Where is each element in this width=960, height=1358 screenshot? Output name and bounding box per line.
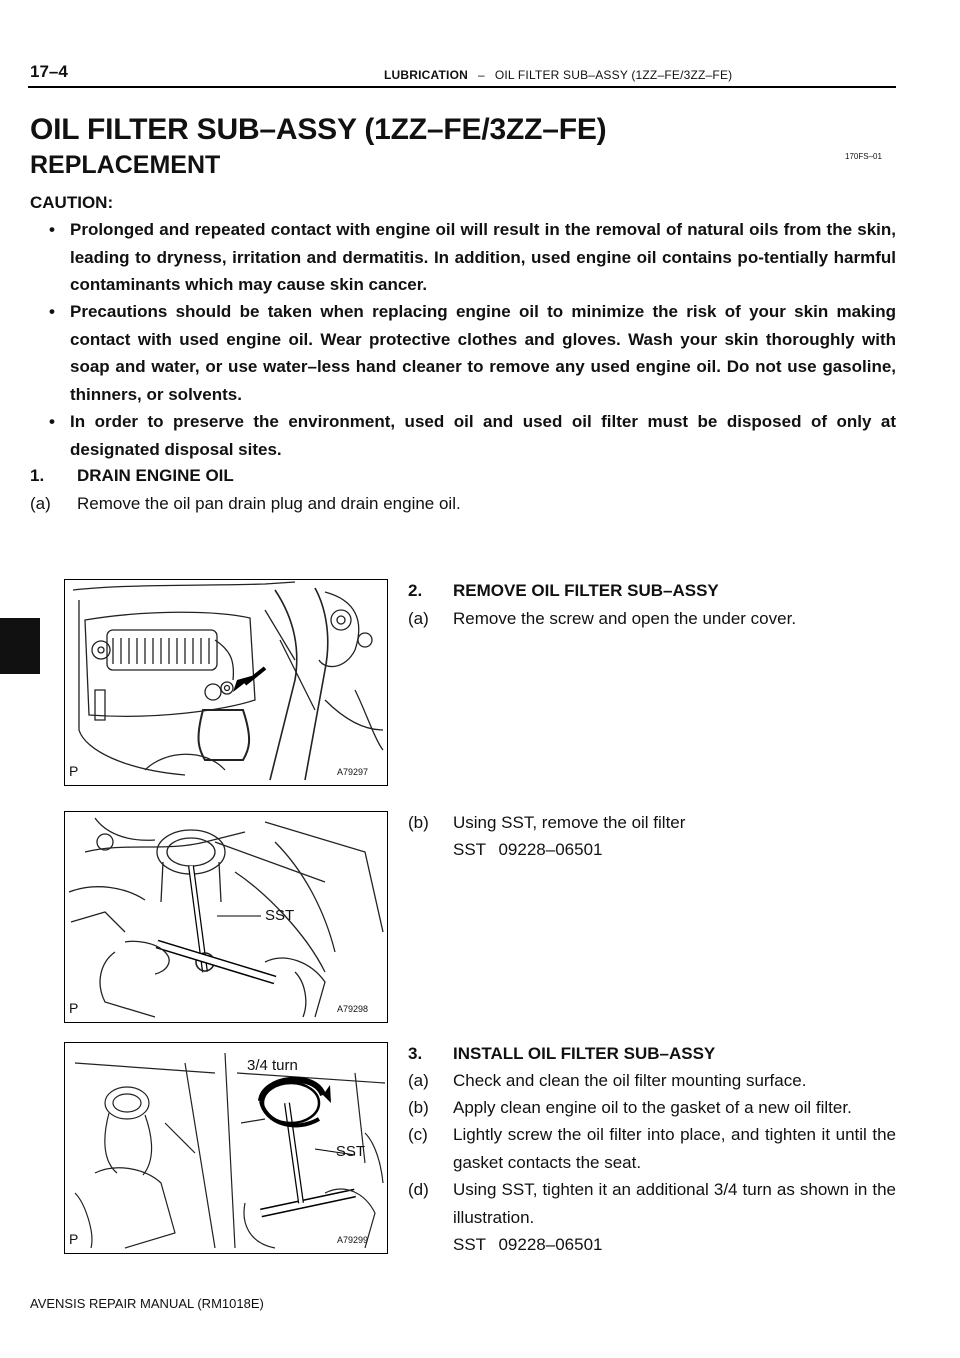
step-1a: [30, 490, 890, 518]
step-heading: REMOVE OIL FILTER SUB–ASSY: [453, 581, 719, 600]
page-subtitle: REPLACEMENT: [30, 151, 221, 179]
step-2b: [408, 809, 896, 837]
figure-id: A79299: [337, 1235, 369, 1245]
step-3-heading: [408, 1040, 896, 1068]
step-3b: [408, 1094, 896, 1122]
header-rule: [28, 86, 896, 88]
step-heading: DRAIN ENGINE OIL: [77, 466, 234, 485]
step-3-sst: [408, 1231, 896, 1259]
substep-text: Lightly screw the oil filter into place, and tighten it until the gasket contacts the seat.: [453, 1125, 896, 1172]
figure-callout-sst: SST: [265, 907, 295, 924]
step-3a: [408, 1067, 896, 1095]
bullet-icon: •: [49, 302, 55, 321]
substep-label: (a): [408, 1071, 429, 1090]
substep-text: Check and clean the oil filter mounting surface.: [453, 1071, 807, 1090]
caution-item-text: In order to preserve the environment, used oil and used oil filter must be disposed of only at designated disposal sites.: [70, 412, 896, 459]
bullet-icon: •: [49, 412, 55, 431]
header-section: LUBRICATION: [384, 68, 468, 82]
chapter-tab-marker: [0, 618, 40, 674]
sst-number: SST 09228–06501: [453, 840, 603, 859]
step-number: 1.: [30, 466, 45, 485]
figure-id: A79298: [337, 1004, 369, 1014]
bullet-icon: •: [49, 220, 55, 239]
step-number: 3.: [408, 1044, 423, 1063]
page-number: 17–4: [30, 62, 68, 81]
substep-label: (c): [408, 1125, 428, 1144]
substep-text: Remove the oil pan drain plug and drain engine oil.: [77, 494, 461, 513]
substep-label: (d): [408, 1180, 429, 1199]
step-2b-sst: [408, 836, 896, 864]
substep-label: (a): [30, 494, 51, 513]
sst-number: SST 09228–06501: [453, 1235, 603, 1254]
caution-item: [49, 298, 896, 408]
figure-callout-turn: 3/4 turn: [247, 1057, 298, 1074]
step-1-heading: [30, 462, 890, 490]
page-title: OIL FILTER SUB–ASSY (1ZZ–FE/3ZZ–FE): [30, 113, 607, 146]
substep-text: Remove the screw and open the under cover.: [453, 609, 797, 628]
caution-item: [49, 216, 896, 299]
step-3d: [408, 1176, 896, 1232]
substep-label: (b): [408, 1098, 429, 1117]
caution-label: CAUTION:: [30, 193, 114, 212]
remove-filter-illustration: [65, 812, 387, 1022]
caution-item-text: Precautions should be taken when replacing engine oil to minimize the risk of your skin making contact with used engine oil. Wear protective clothes and gloves. Wash your skin thoroughly with soap and water, or use water–less hand cleaner to remove any used engine oil. Do not use gasoline, thinners, or solvents.: [70, 302, 896, 404]
figure-under-cover: [64, 579, 388, 786]
header-subsection: OIL FILTER SUB–ASSY (1ZZ–FE/3ZZ–FE): [494, 68, 733, 82]
figure-corner-mark: P: [69, 1000, 79, 1016]
caution-item: [49, 408, 896, 463]
figure-corner-mark: P: [69, 763, 79, 779]
step-3c: [408, 1121, 896, 1177]
document-code: 170FS–01: [845, 152, 882, 161]
step-heading: INSTALL OIL FILTER SUB–ASSY: [453, 1044, 716, 1063]
running-header: [384, 68, 732, 82]
substep-text: Using SST, tighten it an additional 3/4 turn as shown in the illustration.: [453, 1180, 896, 1227]
caution-item-text: Prolonged and repeated contact with engine oil will result in the removal of natural oils from the skin, leading to dryness, irritation and dermatitis. In addition, used engine oil contains po-tentially harmful contaminants which may cause skin cancer.: [70, 220, 896, 294]
figure-install-filter: [64, 1042, 388, 1254]
figure-remove-filter: [64, 811, 388, 1023]
figure-callout-sst: SST: [335, 1143, 365, 1160]
substep-text: Using SST, remove the oil filter: [453, 813, 686, 832]
footer-manual-title: AVENSIS REPAIR MANUAL (RM1018E): [30, 1296, 264, 1311]
step-2-heading: [408, 577, 896, 605]
substep-label: (a): [408, 609, 429, 628]
header-separator: –: [477, 68, 485, 82]
under-cover-illustration: [65, 580, 387, 785]
figure-id: A79297: [337, 767, 369, 777]
substep-label: (b): [408, 813, 429, 832]
step-2a: [408, 605, 896, 633]
substep-text: Apply clean engine oil to the gasket of a new oil filter.: [453, 1098, 852, 1117]
step-number: 2.: [408, 581, 423, 600]
figure-corner-mark: P: [69, 1231, 79, 1247]
